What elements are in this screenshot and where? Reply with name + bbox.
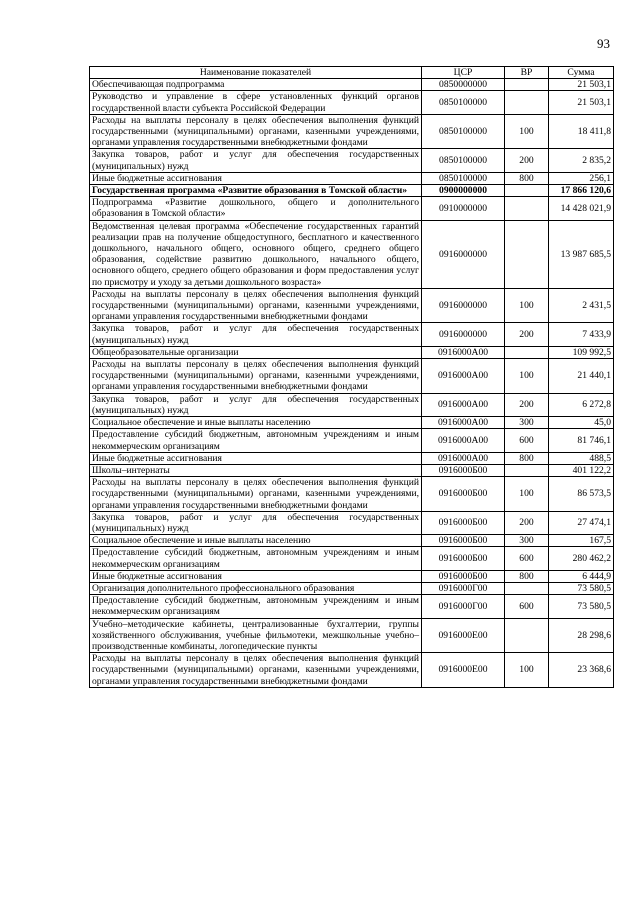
row-csr-cell: 0916000000: [422, 288, 505, 323]
row-name-cell: Расходы на выплаты персоналу в целях обеспечения выполнения функций государственными (муниципальными) органами, казенными учреждениями, органами управления государственными внебюджетными фондами: [90, 288, 422, 323]
header-sum: Сумма: [549, 67, 614, 79]
row-csr-cell: 0916000А00: [422, 359, 505, 394]
row-name-cell: Закупка товаров, работ и услуг для обеспечения государственных (муниципальных) нужд: [90, 323, 422, 346]
row-csr-cell: 0916000Б00: [422, 511, 505, 534]
table-row: [90, 535, 614, 547]
row-sum-cell: 81 746,1: [549, 429, 614, 452]
table-row: [90, 114, 614, 149]
row-sum-cell: 6 272,8: [549, 393, 614, 416]
row-name-cell: Социальное обеспечение и иные выплаты населению: [90, 417, 422, 429]
table-row: [90, 464, 614, 476]
row-vr-cell: [505, 582, 549, 594]
table-row: [90, 79, 614, 91]
row-vr-cell: 200: [505, 149, 549, 172]
table-row: [90, 197, 614, 220]
row-sum-cell: 2 835,2: [549, 149, 614, 172]
row-csr-cell: 0916000000: [422, 323, 505, 346]
row-csr-cell: 0910000000: [422, 197, 505, 220]
row-vr-cell: [505, 220, 549, 288]
table-row: [90, 359, 614, 394]
row-vr-cell: 600: [505, 547, 549, 570]
row-name-cell: Предоставление субсидий бюджетным, автономным учреждениям и иным некоммерческим организациям: [90, 547, 422, 570]
row-csr-cell: 0916000А00: [422, 452, 505, 464]
row-vr-cell: 600: [505, 595, 549, 618]
row-sum-cell: 401 122,2: [549, 464, 614, 476]
row-sum-cell: 167,5: [549, 535, 614, 547]
row-name-cell: Расходы на выплаты персоналу в целях обеспечения выполнения функций государственными (муниципальными) органами, казенными учреждениями, органами управления государственными внебюджетными фондами: [90, 114, 422, 149]
row-csr-cell: 0916000Е00: [422, 618, 505, 653]
budget-table: [89, 66, 614, 688]
row-name-cell: Подпрограмма «Развитие дошкольного, общего и дополнительного образования в Томской области»: [90, 197, 422, 220]
table-row: [90, 511, 614, 534]
row-csr-cell: 0916000А00: [422, 429, 505, 452]
table-header-row: [90, 67, 614, 79]
row-csr-cell: 0850100000: [422, 172, 505, 184]
row-sum-cell: 73 580,5: [549, 582, 614, 594]
table-row: [90, 618, 614, 653]
table-row: [90, 185, 614, 197]
row-name-cell: Иные бюджетные ассигнования: [90, 172, 422, 184]
header-vr: ВР: [505, 67, 549, 79]
row-name-cell: Организация дополнительного профессионального образования: [90, 582, 422, 594]
row-vr-cell: 100: [505, 477, 549, 512]
row-sum-cell: 14 428 021,9: [549, 197, 614, 220]
row-csr-cell: 0916000Г00: [422, 582, 505, 594]
table-row: [90, 149, 614, 172]
row-name-cell: Учебно–методические кабинеты, централизованные бухгалтерии, группы хозяйственного обслуживания, учебные фильмотеки, межшкольные учебно–производственные комбинаты, логопедические пункты: [90, 618, 422, 653]
row-vr-cell: [505, 91, 549, 114]
row-sum-cell: 21 440,1: [549, 359, 614, 394]
row-name-cell: Иные бюджетные ассигнования: [90, 452, 422, 464]
row-vr-cell: 300: [505, 535, 549, 547]
table-row: [90, 595, 614, 618]
row-name-cell: Государственная программа «Развитие образования в Томской области»: [90, 185, 422, 197]
row-name-cell: Общеобразовательные организации: [90, 346, 422, 358]
row-csr-cell: 0916000А00: [422, 346, 505, 358]
row-vr-cell: 300: [505, 417, 549, 429]
row-sum-cell: 86 573,5: [549, 477, 614, 512]
row-vr-cell: [505, 197, 549, 220]
row-csr-cell: 0916000000: [422, 220, 505, 288]
row-name-cell: Предоставление субсидий бюджетным, автономным учреждениям и иным некоммерческим организациям: [90, 595, 422, 618]
row-csr-cell: 0916000Б00: [422, 535, 505, 547]
row-vr-cell: 100: [505, 653, 549, 688]
row-sum-cell: 488,5: [549, 452, 614, 464]
row-name-cell: Расходы на выплаты персоналу в целях обеспечения выполнения функций государственными (муниципальными) органами, казенными учреждениями, органами управления государственными внебюджетными фондами: [90, 477, 422, 512]
row-sum-cell: 6 444,9: [549, 570, 614, 582]
row-sum-cell: 280 462,2: [549, 547, 614, 570]
table-row: [90, 429, 614, 452]
header-name: Наименование показателей: [90, 67, 422, 79]
table-row: [90, 346, 614, 358]
table-row: [90, 288, 614, 323]
row-name-cell: Иные бюджетные ассигнования: [90, 570, 422, 582]
row-name-cell: Социальное обеспечение и иные выплаты населению: [90, 535, 422, 547]
row-sum-cell: 18 411,8: [549, 114, 614, 149]
table-row: [90, 393, 614, 416]
row-name-cell: Расходы на выплаты персоналу в целях обеспечения выполнения функций государственными (муниципальными) органами, казенными учреждениями, органами управления государственными внебюджетными фондами: [90, 359, 422, 394]
row-sum-cell: 7 433,9: [549, 323, 614, 346]
row-vr-cell: 200: [505, 393, 549, 416]
row-name-cell: Школы–интернаты: [90, 464, 422, 476]
row-name-cell: Закупка товаров, работ и услуг для обеспечения государственных (муниципальных) нужд: [90, 393, 422, 416]
table-row: [90, 172, 614, 184]
page-number: 93: [597, 36, 610, 51]
table-row: [90, 570, 614, 582]
row-vr-cell: 800: [505, 570, 549, 582]
row-vr-cell: [505, 618, 549, 653]
row-csr-cell: 0916000Б00: [422, 547, 505, 570]
row-name-cell: Обеспечивающая подпрограмма: [90, 79, 422, 91]
row-csr-cell: 0916000Б00: [422, 477, 505, 512]
table-row: [90, 547, 614, 570]
table-row: [90, 582, 614, 594]
row-sum-cell: 256,1: [549, 172, 614, 184]
row-sum-cell: 13 987 685,5: [549, 220, 614, 288]
row-sum-cell: 2 431,5: [549, 288, 614, 323]
row-sum-cell: 109 992,5: [549, 346, 614, 358]
row-csr-cell: 0900000000: [422, 185, 505, 197]
row-sum-cell: 45,0: [549, 417, 614, 429]
row-vr-cell: 600: [505, 429, 549, 452]
row-name-cell: Расходы на выплаты персоналу в целях обеспечения выполнения функций государственными (муниципальными) органами, казенными учреждениями, органами управления государственными внебюджетными фондами: [90, 653, 422, 688]
row-csr-cell: 0916000Е00: [422, 653, 505, 688]
row-vr-cell: [505, 79, 549, 91]
row-csr-cell: 0916000А00: [422, 417, 505, 429]
row-name-cell: Закупка товаров, работ и услуг для обеспечения государственных (муниципальных) нужд: [90, 511, 422, 534]
table-body: [90, 79, 614, 688]
row-csr-cell: 0850100000: [422, 91, 505, 114]
table-row: [90, 323, 614, 346]
row-vr-cell: [505, 185, 549, 197]
row-name-cell: Закупка товаров, работ и услуг для обеспечения государственных (муниципальных) нужд: [90, 149, 422, 172]
row-vr-cell: 800: [505, 452, 549, 464]
row-csr-cell: 0916000Б00: [422, 464, 505, 476]
row-vr-cell: 100: [505, 359, 549, 394]
table-row: [90, 417, 614, 429]
row-csr-cell: 0916000Г00: [422, 595, 505, 618]
row-vr-cell: 100: [505, 288, 549, 323]
row-csr-cell: 0850100000: [422, 149, 505, 172]
row-vr-cell: 200: [505, 511, 549, 534]
table-row: [90, 653, 614, 688]
row-name-cell: Ведомственная целевая программа «Обеспечение государственных гарантий реализации прав на получение общедоступного, бесплатного и качественного дошкольного, начального общего, основного общего, среднего общего образования, содействие развитию дошкольного, начального общего, основного общего, среднего общего образования и форм предоставления услуг по присмотру и уходу за детьми дошкольного возраста»: [90, 220, 422, 288]
row-sum-cell: 27 474,1: [549, 511, 614, 534]
row-csr-cell: 0850100000: [422, 114, 505, 149]
row-csr-cell: 0916000А00: [422, 393, 505, 416]
row-sum-cell: 21 503,1: [549, 91, 614, 114]
table-row: [90, 91, 614, 114]
table-row: [90, 452, 614, 464]
row-sum-cell: 73 580,5: [549, 595, 614, 618]
row-name-cell: Предоставление субсидий бюджетным, автономным учреждениям и иным некоммерческим организациям: [90, 429, 422, 452]
row-csr-cell: 0850000000: [422, 79, 505, 91]
table-row: [90, 477, 614, 512]
header-csr: ЦСР: [422, 67, 505, 79]
row-vr-cell: [505, 346, 549, 358]
row-vr-cell: [505, 464, 549, 476]
row-vr-cell: 800: [505, 172, 549, 184]
row-name-cell: Руководство и управление в сфере установленных функций органов государственной власти субъекта Российской Федерации: [90, 91, 422, 114]
row-sum-cell: 21 503,1: [549, 79, 614, 91]
table-row: [90, 220, 614, 288]
row-sum-cell: 23 368,6: [549, 653, 614, 688]
row-sum-cell: 28 298,6: [549, 618, 614, 653]
row-vr-cell: 200: [505, 323, 549, 346]
row-csr-cell: 0916000Б00: [422, 570, 505, 582]
row-sum-cell: 17 866 120,6: [549, 185, 614, 197]
row-vr-cell: 100: [505, 114, 549, 149]
